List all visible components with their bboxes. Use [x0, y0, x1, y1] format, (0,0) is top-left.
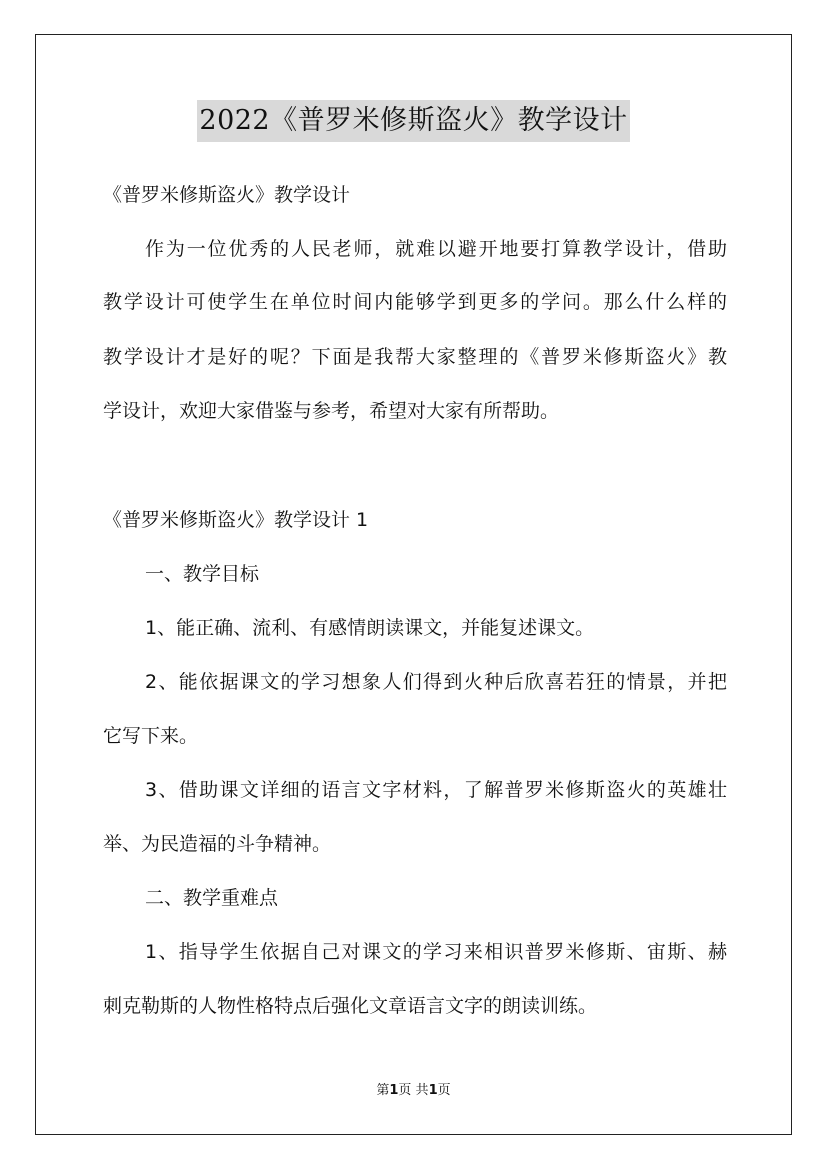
title-container	[0, 100, 827, 142]
paragraph-line: 教学设计才是好的呢？下面是我帮大家整理的《普罗米修斯盗火》教	[103, 346, 727, 368]
list-item-continuation: 刺克勒斯的人物性格特点后强化文章语言文字的朗读训练。	[103, 995, 598, 1017]
subsection-heading: 二、教学重难点	[145, 887, 279, 909]
list-item: 1、能正确、流利、有感情朗读课文，并能复述课文。	[145, 617, 595, 639]
footer-page-label: 第	[376, 1083, 390, 1098]
section-heading: 《普罗米修斯盗火》教学设计	[103, 184, 351, 206]
section-heading: 《普罗米修斯盗火》教学设计 1	[103, 509, 369, 531]
list-item-continuation: 它写下来。	[103, 725, 199, 747]
document-title: 2022《普罗米修斯盗火》教学设计	[197, 100, 629, 142]
footer-page-end: 页	[437, 1083, 451, 1098]
list-item-continuation: 举、为民造福的斗争精神。	[103, 833, 332, 855]
paragraph-line: 学设计，欢迎大家借鉴与参考，希望对大家有所帮助。	[103, 400, 560, 422]
list-item: 1、指导学生依据自己对课文的学习来相识普罗米修斯、宙斯、赫	[145, 941, 727, 963]
paragraph-line: 教学设计可使学生在单位时间内能够学到更多的学问。那么什么样的	[103, 291, 727, 313]
paragraph-line: 作为一位优秀的人民老师，就难以避开地要打算教学设计，借助	[145, 238, 727, 260]
list-item: 2、能依据课文的学习想象人们得到火种后欣喜若狂的情景，并把	[145, 671, 727, 693]
page-footer	[0, 1082, 827, 1100]
footer-page-mid: 页 共	[398, 1083, 429, 1098]
subsection-heading: 一、教学目标	[145, 563, 260, 585]
footer-page-current: 1	[389, 1083, 399, 1098]
footer-page-total: 1	[428, 1083, 438, 1098]
list-item: 3、借助课文详细的语言文字材料，了解普罗米修斯盗火的英雄壮	[145, 779, 727, 801]
